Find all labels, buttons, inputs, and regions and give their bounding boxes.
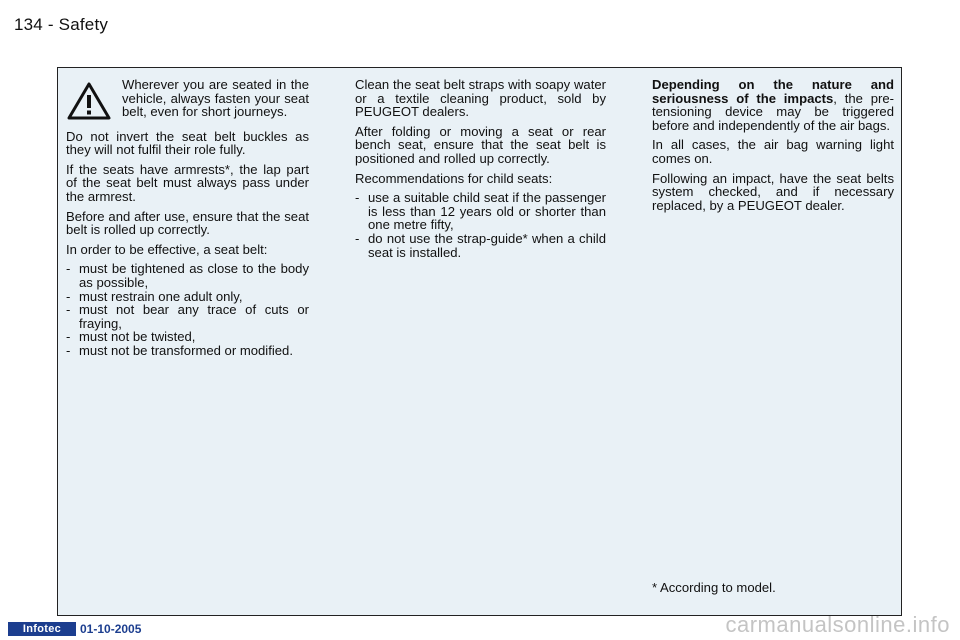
list-item: - must be tightened as close to the body as possible, [66, 262, 309, 289]
footnote: * According to model. [652, 580, 776, 595]
paragraph: If the seats have armrests*, the lap part of the seat belt must always pass under the armrest. [66, 161, 309, 204]
warning-triangle-icon [66, 78, 122, 124]
paragraph: In order to be effective, a seat belt: [66, 241, 268, 257]
paragraph: Recommendations for child seats: [355, 170, 553, 186]
content-panel [57, 67, 902, 616]
warning-text: Wherever you are seated in the vehicle, always fasten your seat belt, even for short journeys. [122, 77, 309, 120]
list-item: - must not be transformed or modified. [66, 344, 309, 358]
list-item: - do not use the strap-guide* when a child seat is installed. [355, 232, 606, 259]
watermark: carmanualsonline.info [725, 612, 950, 637]
list-item: - must not be twisted, [66, 330, 309, 344]
warning-block [66, 78, 309, 124]
list-item: - must not bear any trace of cuts or fraying, [66, 303, 309, 330]
infotec-logo: Infotec [8, 622, 76, 636]
paragraph: Clean the seat belt straps with soapy water or a textile cleaning product, sold by PEUGEOT dealers. [355, 77, 606, 120]
column-1 [66, 78, 309, 364]
paragraph: In all cases, the air bag warning light comes on. [652, 137, 894, 166]
list-item: - use a suitable child seat if the passenger is less than 12 years old or shorter than one metre fifty, [355, 191, 606, 232]
paragraph: Following an impact, have the seat belts system checked, and if necessary replaced, by a PEUGEOT dealer. [652, 170, 894, 213]
column-3 [652, 78, 894, 218]
list-item: - must restrain one adult only, [66, 290, 309, 304]
footer-date: 01-10-2005 [80, 622, 142, 636]
paragraph: After folding or moving a seat or rear bench seat, ensure that the seat belt is positioned and rolled up correctly. [355, 123, 606, 166]
child-seat-recommendations-list [355, 191, 606, 259]
column-2 [355, 78, 606, 265]
bold-lead: Depending on the nature and seriousness of the impacts [652, 77, 894, 106]
page-title: 134 - Safety [14, 15, 109, 34]
paragraph [652, 78, 894, 132]
paragraph-rest: , the pre-tensioning device may be triggered before and independently of the air bags. [652, 90, 894, 133]
paragraph: Before and after use, ensure that the seat belt is rolled up correctly. [66, 208, 309, 238]
seat-belt-requirements-list [66, 262, 309, 357]
paragraph: Do not invert the seat belt buckles as they will not fulfil their role fully. [66, 128, 309, 158]
